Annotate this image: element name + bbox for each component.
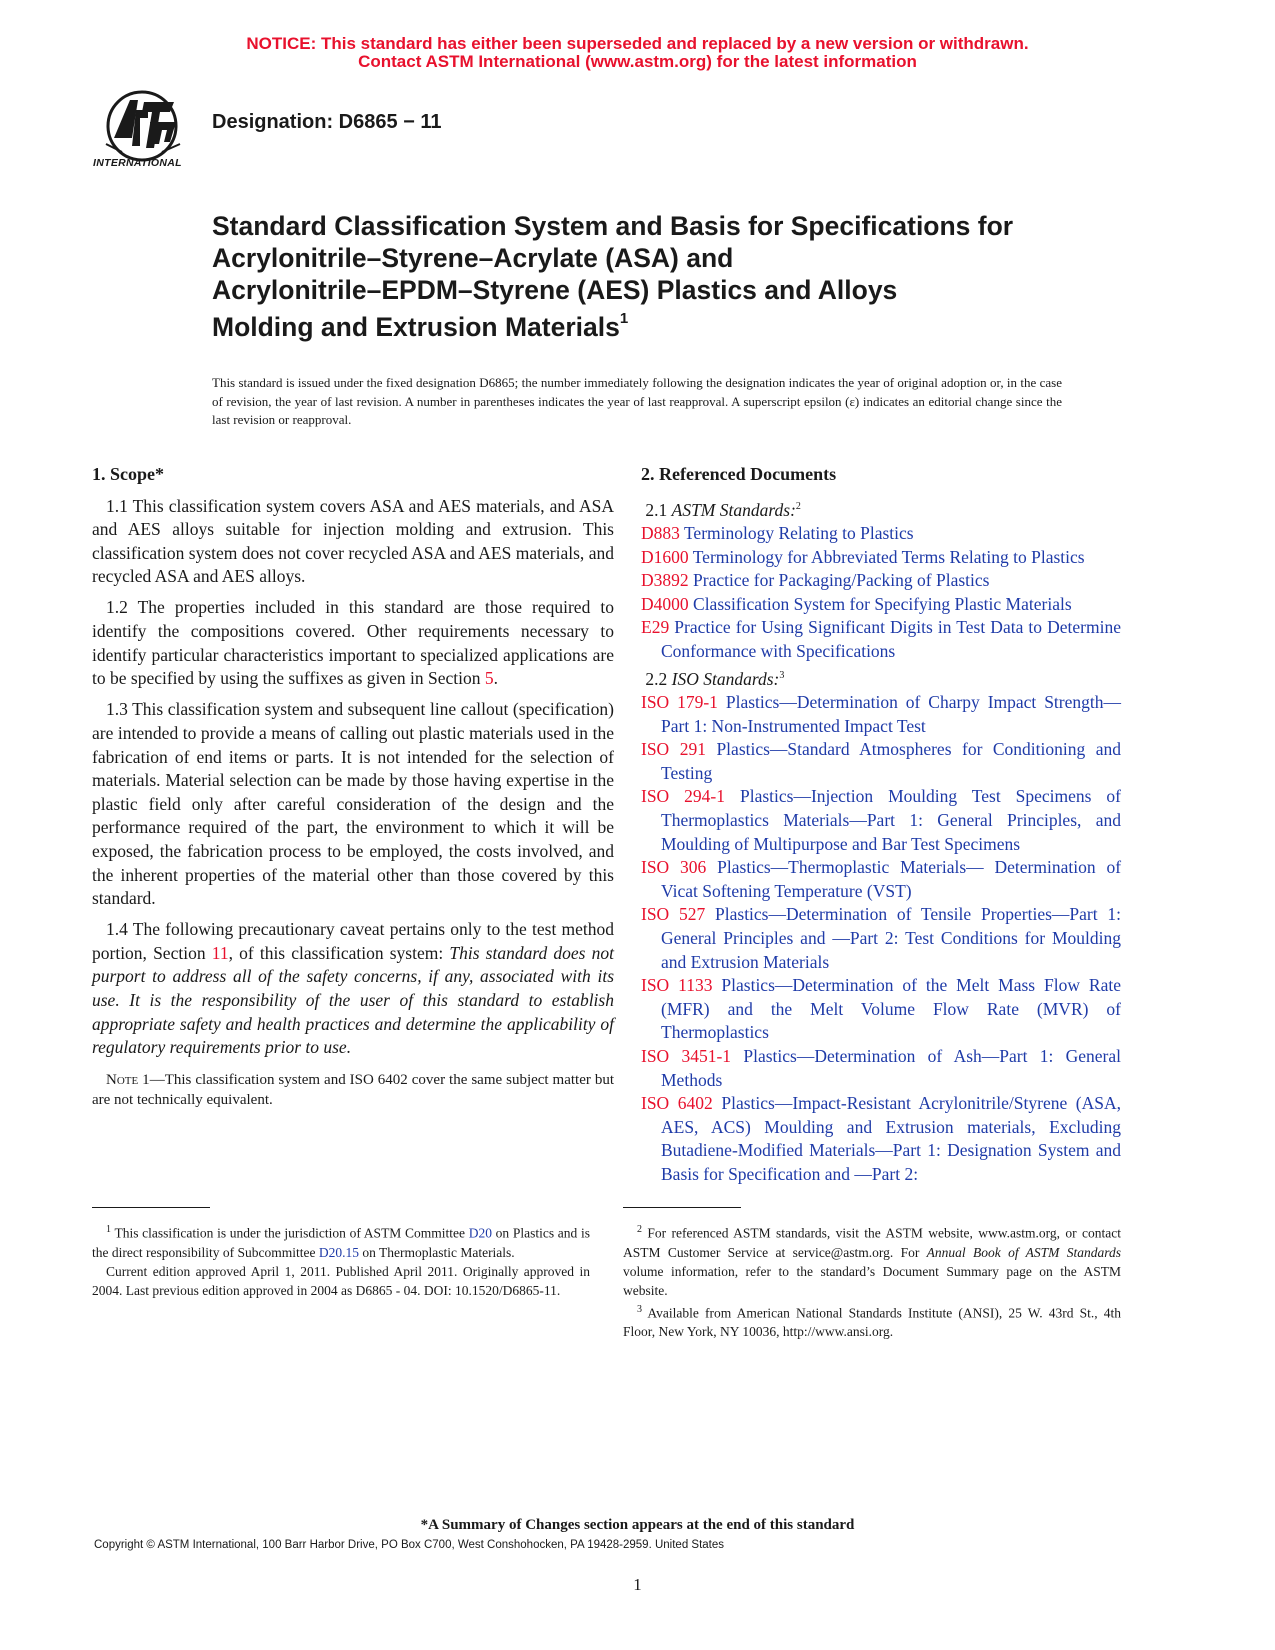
edition-info: Current edition approved April 1, 2011. Published April 2011. Originally approved in 2004. Last previous edition approved in 2004 as D6865 - 04. DOI: 10.1520/D6865-11. [92,1263,590,1298]
reference-code-link[interactable]: D4000 [641,593,689,614]
section-1-1: 1.1 This classification system covers ASA and AES materials, and ASA and AES alloys suitable for injection molding and extrusion. This classification system does not cover recycled ASA and AES materials, and recycled ASA and AES alloys. [92,495,614,587]
astm-standards-label: 2.1 ASTM Standards:$^2$ [645,499,801,520]
safety-caveat: This standard does not purport to address all of the safety concerns, if any, associated with its use. It is the responsibility of the user of this standard to establish appropriate safety and health practices and determine the applicability of regulatory requirements prior to use. [92,942,614,1058]
reference-item [641,856,1121,903]
reference-title-link[interactable]: Plastics—Injection Moulding Test Specimens of Thermoplastics Materials—Part 1: General Principles, and Moulding of Multipurpose and Bar Test Specimens [661,786,1122,854]
reference-title-link[interactable]: Plastics—Impact-Resistant Acrylonitrile/Styrene (ASA, AES, ACS) Moulding and Extrusion materials, Excluding Butadiene-Modified Materials—Part 1: Designation System and Basis for Specification and —Part 2: [661,1093,1122,1184]
committee-d20-link[interactable]: D20 [468,1225,492,1241]
reference-item [641,903,1121,974]
reference-item [641,546,1121,570]
reference-item [641,1045,1121,1092]
reference-code-link[interactable]: ISO 1133 [641,975,713,996]
footnote-rule-left [92,1207,210,1208]
scope-heading: 1. Scope* [92,464,164,484]
copyright: Copyright © ASTM International, 100 Barr Harbor Drive, PO Box C700, West Conshohocken, PA 19428-2959. United States [94,1539,725,1551]
reference-item [641,616,1121,663]
reference-code-link[interactable]: ISO 527 [641,904,706,925]
reference-title-link[interactable]: Practice for Packaging/Packing of Plastics [693,570,990,591]
reference-code-link[interactable]: ISO 6402 [641,1093,713,1114]
reference-code-link[interactable]: D883 [641,523,680,544]
title-footnote-mark: 1 [619,310,629,327]
reference-item [641,691,1121,738]
reference-title-link[interactable]: Plastics—Determination of Ash—Part 1: General Methods [661,1045,1122,1090]
note-1: Note 1—This classification system and ISO 6402 cover the same subject matter but are not technically equivalent. [92,1071,614,1108]
reference-item [641,522,1121,546]
left-column [92,463,614,1110]
section-1-2: 1.2 The properties included in this standard are those required to identify the compositions covered. Other requirements necessary to identify particular characteristics important to specialized applications are to be specified by using the suffixes as given in Section 5. [92,597,614,689]
reference-title-link[interactable]: Plastics—Standard Atmospheres for Conditioning and Testing [661,739,1122,783]
section-11-link[interactable]: 11 [211,942,229,963]
issued-statement: This standard is issued under the fixed designation D6865; the number immediately following the designation indicates the year of original adoption or, in the case of revision, the year of last revision. A number in parentheses indicates the year of last reapproval. A superscript epsilon (ε) indicates an editorial change since the last revision or reapproval. [212,375,1062,427]
reference-code-link[interactable]: D1600 [641,546,689,567]
title-line-4: Molding and Extrusion Materials$^1$ [212,310,629,342]
reference-code-link[interactable]: ISO 294-1 [641,786,725,807]
right-column [641,463,1121,1186]
reference-title-link[interactable]: Terminology Relating to Plastics [683,523,914,544]
notice-line-1: NOTICE: This standard has either been superseded and replaced by a new version or withdrawn. [246,34,1029,53]
reference-title-link[interactable]: Terminology for Abbreviated Terms Relating to Plastics [692,546,1085,567]
footnotes-left [92,1220,590,1300]
reference-code-link[interactable]: ISO 306 [641,857,707,878]
footnotes-right [623,1220,1121,1341]
reference-title-link[interactable]: Plastics—Thermoplastic Materials— Determination of Vicat Softening Temperature (VST) [661,857,1122,901]
reference-code-link[interactable]: E29 [641,617,670,638]
iso-reference-list [641,691,1121,1186]
iso-standards-label: 2.2 ISO Standards:$^3$ [645,668,785,689]
reference-code-link[interactable]: ISO 291 [641,739,706,760]
title-line-3: Acrylonitrile–EPDM–Styrene (AES) Plastics and Alloys [212,275,898,305]
footnote-1: $^1$ This classification is under the jurisdiction of ASTM Committee D20 on Plastics and is the direct responsibility of Subcommittee D20.15 on Thermoplastic Materials. [92,1224,590,1260]
reference-title-link[interactable]: Practice for Using Significant Digits in Test Data to Determine Conformance with Specifications [661,617,1121,661]
reference-item [641,593,1121,617]
reference-code-link[interactable]: ISO 3451-1 [641,1045,732,1066]
title-line-1: Standard Classification System and Basis for Specifications for [212,211,1014,241]
document-title [212,210,1112,343]
footnote-2: $^2$ For referenced ASTM standards, visit the ASTM website, www.astm.org, or contact ASTM Customer Service at service@astm.org. For Annual Book of ASTM Standards volume information, refer to the standard’s Document Summary page on the ASTM website. [623,1224,1121,1298]
section-1-4: 1.4 The following precautionary caveat pertains only to the test method portion, Section 11, of this classification system: This standard does not purport to address all of the safety concerns, if any, associated with its use. It is the responsibility of the user of this standard to establish appropriate safety and health practices and determine the applicability of regulatory requirements prior to use. [92,919,614,1058]
title-line-2: Acrylonitrile–Styrene–Acrylate (ASA) and [212,243,734,273]
reference-item [641,1092,1121,1186]
footnote-rule-right [623,1207,741,1208]
designation: Designation: D6865 − 11 [212,111,442,133]
reference-title-link[interactable]: Plastics—Determination of Tensile Properties—Part 1: General Principles and —Part 2: Test Conditions for Moulding and Extrusion Materials [661,904,1121,972]
reference-code-link[interactable]: ISO 179-1 [641,692,718,712]
astm-reference-list [641,522,1121,664]
logo-text: INTERNATIONAL [93,157,182,169]
reference-item [641,569,1121,593]
reference-title-link[interactable]: Classification System for Specifying Plastic Materials [693,593,1072,614]
reference-item [641,738,1121,785]
subcommittee-d20-15-link[interactable]: D20.15 [318,1244,359,1260]
reference-title-link[interactable]: Plastics—Determination of the Melt Mass Flow Rate (MFR) and the Melt Volume Flow Rate (MVR) of Thermoplastics [661,975,1121,1043]
footnote-3: $^3$ Available from American National Standards Institute (ANSI), 25 W. 43rd St., 4th Floor, New York, NY 10036, http://www.ansi.org. [623,1303,1121,1339]
reference-code-link[interactable]: D3892 [641,570,689,591]
reference-item [641,974,1121,1045]
reference-item [641,785,1121,856]
page-number: 1 [633,1575,642,1594]
referenced-documents-heading: 2. Referenced Documents [641,464,837,484]
notice-line-2: Contact ASTM International (www.astm.org) for the latest information [358,52,917,71]
section-5-link[interactable]: 5 [484,668,494,689]
section-1-3: 1.3 This classification system and subsequent line callout (specification) are intended to provide a means of calling out plastic materials used in the fabrication of end items or parts. It is not intended for the selection of materials. Material selection can be made by those having expertise in the plastic field only after careful consideration of the design and the performance required of the part, the environment to which it will be exposed, the fabrication process to be employed, the costs involved, and the inherent properties of the material other than those covered by this standard. [92,699,614,909]
reference-title-link[interactable]: Plastics—Determination of Charpy Impact Strength—Part 1: Non-Instrumented Impact Test [661,692,1121,736]
summary-of-changes-note: *A Summary of Changes section appears at the end of this standard [420,1517,855,1533]
